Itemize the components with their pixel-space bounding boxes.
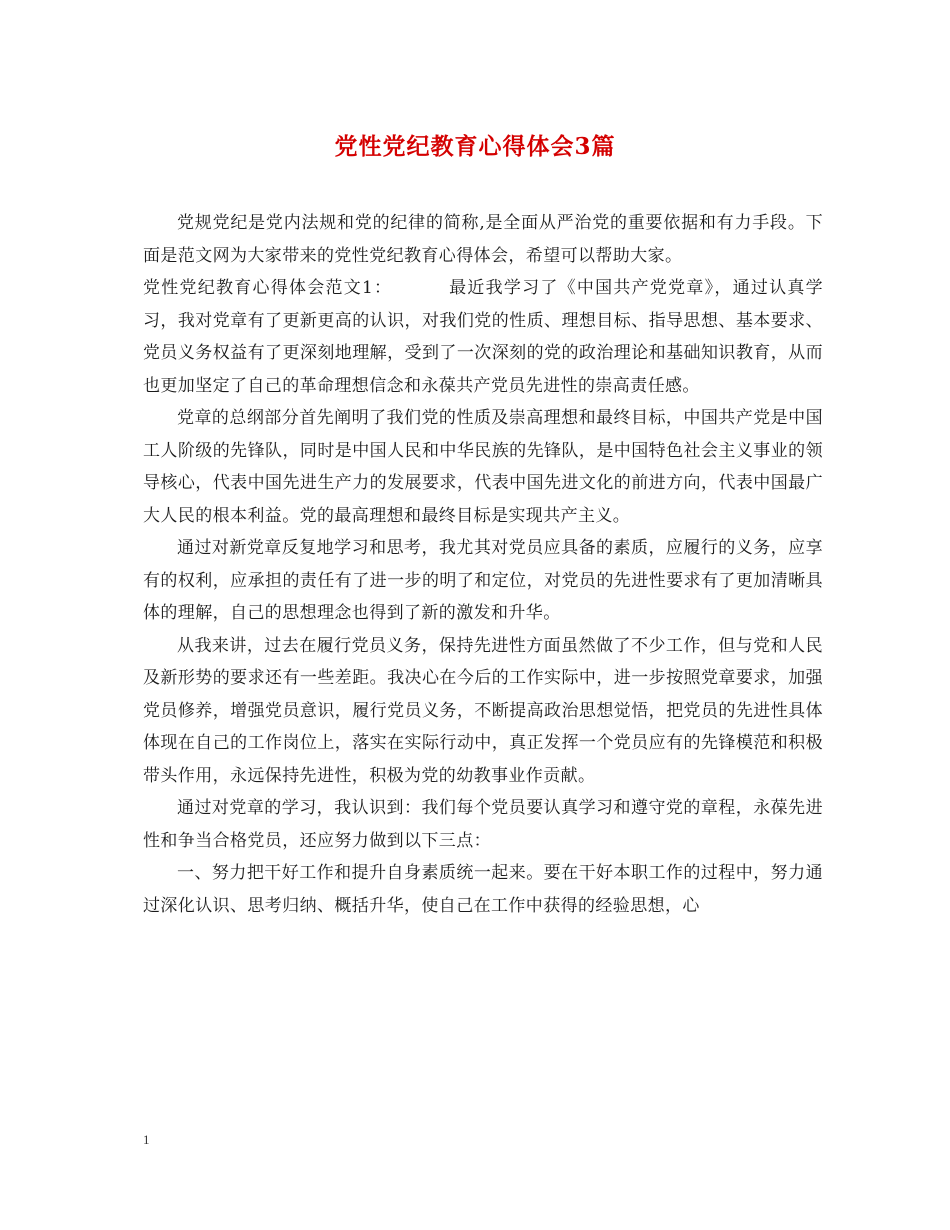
body-paragraph: 从我来讲，过去在履行党员义务，保持先进性方面虽然做了不少工作，但与党和人民及新形势的要求还有一些差距。我决心在今后的工作实际中，进一步按照党章要求，加强党员修养，增强党员意识，履行党员义务，不断提高政治思想觉悟，把党员的先进性具体体现在自己的工作岗位上，落实在实际行动中，真正发挥一个党员应有的先锋模范和积极带头作用，永远保持先进性，积极为党的幼教事业作贡献。 [143,635,823,786]
document-title: 党性党纪教育心得体会3篇 [334,133,616,160]
document-body [143,207,823,922]
body-paragraph: 通过对党章的学习，我认识到：我们每个党员要认真学习和遵守党的章程，永葆先进性和争当合格党员，还应努力做到以下三点： [143,798,823,851]
body-paragraph: 一、努力把干好工作和提升自身素质统一起来。要在干好本职工作的过程中，努力通过深化认识、思考归纳、概括升华，使自己在工作中获得的经验思想，心 [143,863,823,916]
intro-paragraph: 党规党纪是党内法规和党的纪律的简称,是全面从严治党的重要依据和有力手段。下面是范文网为大家带来的党性党纪教育心得体会，希望可以帮助大家。 [143,213,823,266]
page-number: 1 [143,1132,150,1147]
body-paragraph: 党章的总纲部分首先阐明了我们党的性质及崇高理想和最终目标，中国共产党是中国工人阶级的先锋队，同时是中国人民和中华民族的先锋队，是中国特色社会主义事业的领导核心，代表中国先进生产力的发展要求，代表中国先进文化的前进方向，代表中国最广大人民的根本利益。党的最高理想和最终目标是实现共产主义。 [143,408,823,526]
sample-label: 党性党纪教育心得体会范文1： [143,278,393,298]
body-paragraph: 通过对新党章反复地学习和思考，我尤其对党员应具备的素质，应履行的义务，应享有的权利，应承担的责任有了进一步的明了和定位，对党员的先进性要求有了更加清晰具体的理解，自己的思想理念也得到了新的激发和升华。 [143,538,823,623]
sample-paragraph [143,272,823,402]
sample-first-text: 最近我学习了《中国共产党党章》，通过认真学习，我对党章有了更新更高的认识，对我们党的性质、理想目标、指导思想、基本要求、党员义务权益有了更深刻地理解，受到了一次深刻的党的政治理论和基础知识教育，从而也更加坚定了自己的革命理想信念和永葆共产党员先进性的崇高责任感。 [143,278,823,396]
